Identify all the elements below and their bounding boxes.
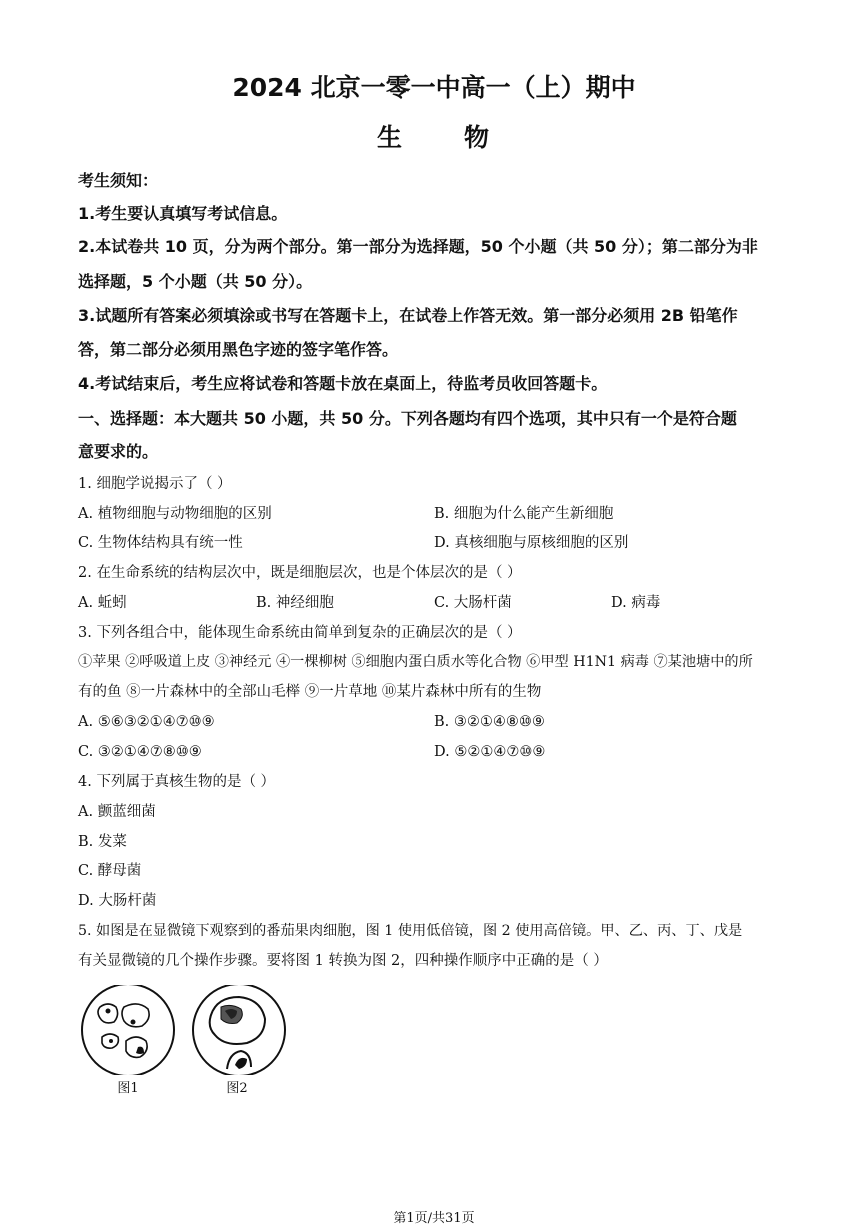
question-text-line: 有关显微镜的几个操作步骤。要将图 1 转换为图 2，四种操作顺序中正确的是（ ） bbox=[78, 953, 608, 969]
notice-item: 答，第二部分必须用黑色字迹的签字笔作答。 bbox=[78, 340, 399, 359]
page-title: 2024 北京一零一中高一（上）期中 bbox=[232, 73, 636, 102]
notice-heading: 考生须知： bbox=[78, 171, 159, 190]
page-number: 第1页/共31页 bbox=[393, 1211, 475, 1226]
section-heading-line: 一、选择题：本大题共 50 小题，共 50 分。下列各题均有四个选项，其中只有一个是符合题 bbox=[78, 409, 737, 428]
figure-2-label: 图2 bbox=[226, 1081, 248, 1096]
question-stem: 2. 在生命系统的结构层次中，既是细胞层次，也是个体层次的是（ ） bbox=[78, 565, 522, 581]
option-a: A. 植物细胞与动物细胞的区别 bbox=[78, 506, 272, 522]
option-c: C. ③②①④⑦⑧⑩⑨ bbox=[78, 744, 202, 760]
subject-title bbox=[0, 118, 868, 154]
question-stem: 4. 下列属于真核生物的是（ ） bbox=[78, 774, 276, 790]
subject-char-2: 物 bbox=[464, 123, 492, 152]
option-d: D. ⑤②①④⑦⑩⑨ bbox=[434, 744, 546, 760]
question-text-line: 5. 如图是在显微镜下观察到的番茄果肉细胞，图 1 使用低倍镜，图 2 使用高倍镜。甲、乙、丙、丁、戊是 bbox=[78, 923, 743, 939]
option-d: D. 真核细胞与原核细胞的区别 bbox=[434, 535, 629, 551]
notice-item: 2.本试卷共 10 页，分为两个部分。第一部分为选择题，50 个小题（共 50 分）；第二部分为非 bbox=[78, 237, 758, 256]
subject-char-1: 生 bbox=[376, 123, 404, 152]
notice-item: 3.试题所有答案必须填涂或书写在答题卡上，在试卷上作答无效。第一部分必须用 2B 铅笔作 bbox=[78, 306, 738, 325]
question-text-line: 有的鱼 ⑧一片森林中的全部山毛榉 ⑨一片草地 ⑩某片森林中所有的生物 bbox=[78, 684, 542, 700]
option-b: B. 神经细胞 bbox=[256, 595, 334, 611]
figure-1-microscope-view bbox=[78, 985, 178, 1075]
option-b: B. 细胞为什么能产生新细胞 bbox=[434, 506, 614, 522]
option-a: A. 颤蓝细菌 bbox=[78, 804, 156, 820]
section-heading-line: 意要求的。 bbox=[78, 442, 159, 461]
option-c: C. 生物体结构具有统一性 bbox=[78, 535, 243, 551]
notice-item: 选择题，5 个小题（共 50 分）。 bbox=[78, 272, 313, 291]
figure-1-label: 图1 bbox=[117, 1081, 139, 1096]
option-b: B. ③②①④⑧⑩⑨ bbox=[434, 714, 545, 730]
question-stem: 3. 下列各组合中，能体现生命系统由简单到复杂的正确层次的是（ ） bbox=[78, 625, 522, 641]
question-stem: 1. 细胞学说揭示了（ ） bbox=[78, 476, 232, 492]
option-d: D. 大肠杆菌 bbox=[78, 893, 157, 909]
figure-2-microscope-view bbox=[189, 985, 289, 1075]
notice-item: 1.考生要认真填写考试信息。 bbox=[78, 204, 288, 223]
notice-item: 4.考试结束后，考生应将试卷和答题卡放在桌面上，待监考员收回答题卡。 bbox=[78, 374, 608, 393]
option-d: D. 病毒 bbox=[611, 595, 661, 611]
option-b: B. 发菜 bbox=[78, 834, 127, 850]
option-a: A. ⑤⑥③②①④⑦⑩⑨ bbox=[78, 714, 215, 730]
option-c: C. 大肠杆菌 bbox=[434, 595, 512, 611]
question-text-line: ①苹果 ②呼吸道上皮 ③神经元 ④一棵柳树 ⑤细胞内蛋白质水等化合物 ⑥甲型 H1N1 病毒 ⑦某池塘中的所 bbox=[78, 654, 753, 670]
option-a: A. 蚯蚓 bbox=[78, 595, 127, 611]
option-c: C. 酵母菌 bbox=[78, 863, 142, 879]
